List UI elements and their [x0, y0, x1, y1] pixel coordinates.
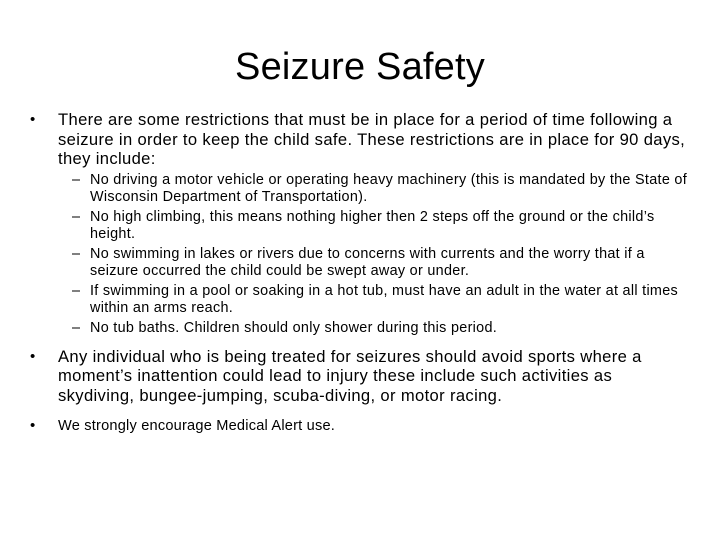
sub-bullet-no-driving	[72, 172, 690, 206]
sub-bullet-no-climbing	[72, 209, 690, 243]
dash-icon: –	[72, 245, 81, 262]
bullet-icon: •	[30, 417, 36, 434]
sub-bullet-no-tub-baths	[72, 320, 690, 337]
dash-icon: –	[72, 319, 81, 336]
sub-bullet-text: No swimming in lakes or rivers due to concerns with currents and the worry that if a seizure occurred the child could be swept away or under.	[90, 245, 645, 279]
spacer	[30, 337, 690, 347]
bullet-point-avoid-sports	[30, 347, 690, 406]
bullet-icon: •	[30, 111, 36, 128]
sub-bullet-pool-supervision	[72, 283, 690, 317]
bullet-icon: •	[30, 347, 36, 365]
sub-bullet-text: No tub baths. Children should only shower during this period.	[90, 319, 498, 336]
bullet-text: Any individual who is being treated for seizures should avoid sports where a moment’s inattention could lead to injury these include such activities as skydiving, bungee-jumping, scuba-diving, or motor racing.	[58, 346, 642, 405]
spacer	[30, 405, 690, 417]
bullet-point-medical-alert	[30, 417, 690, 435]
dash-icon: –	[72, 282, 81, 299]
sub-bullet-text: No driving a motor vehicle or operating heavy machinery (this is mandated by the State of Wisconsin Department of Transportation).	[90, 171, 688, 205]
dash-icon: –	[72, 208, 81, 225]
dash-icon: –	[72, 171, 81, 188]
bullet-text: There are some restrictions that must be in place for a period of time following a seizure in order to keep the child safe. These restrictions are in place for 90 days, they include:	[58, 110, 686, 168]
bullet-text: We strongly encourage Medical Alert use.	[58, 418, 336, 434]
sub-bullet-text: No high climbing, this means nothing higher then 2 steps off the ground or the child’s height.	[90, 208, 655, 242]
sub-bullet-text: If swimming in a pool or soaking in a hot tub, must have an adult in the water at all times within an arms reach.	[90, 282, 679, 316]
bullet-point-restrictions	[30, 110, 690, 169]
sub-bullet-no-swimming	[72, 246, 690, 280]
slide-title: Seizure Safety	[235, 46, 485, 88]
slide-body	[30, 110, 690, 435]
